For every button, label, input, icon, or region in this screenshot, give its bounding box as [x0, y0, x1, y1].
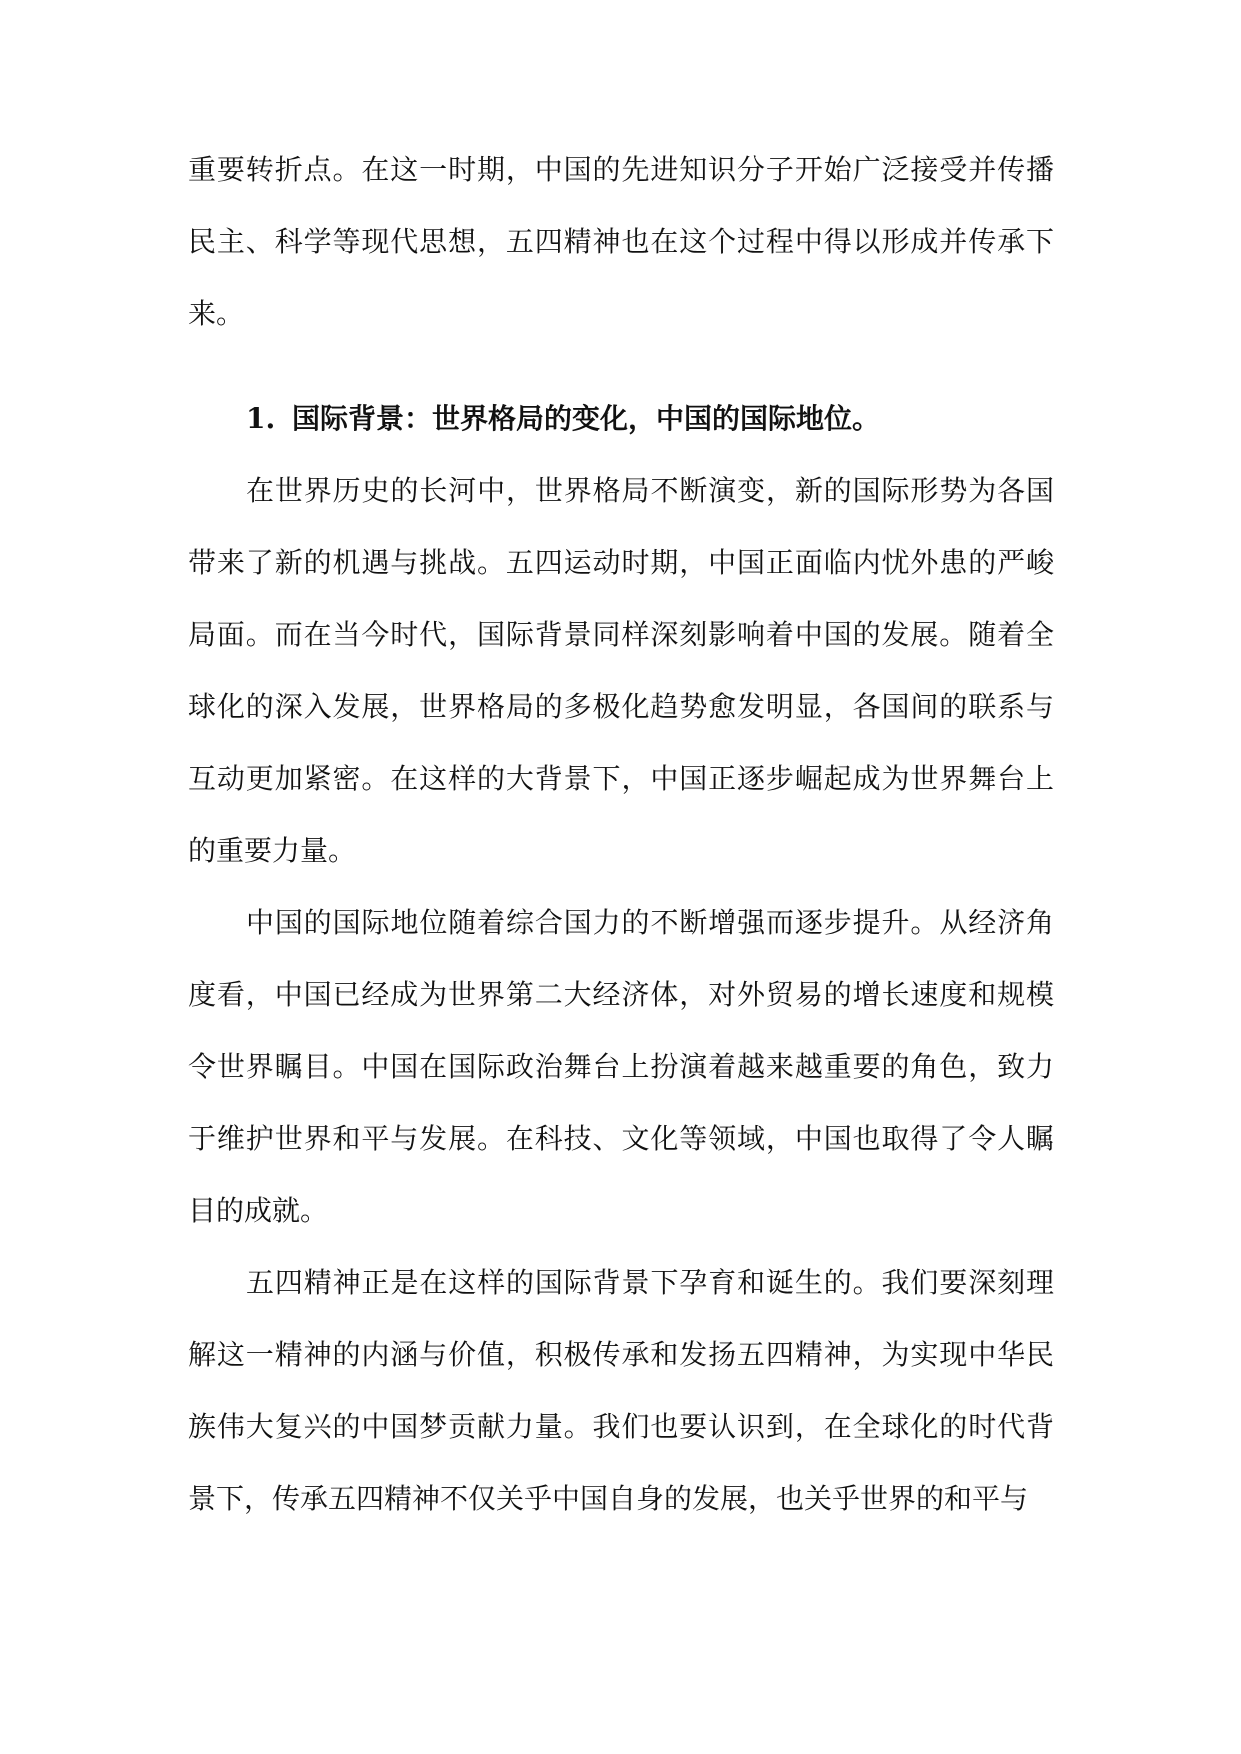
paragraph-continuation: 重要转折点。在这一时期，中国的先进知识分子开始广泛接受并传播民主、科学等现代思想，五四精神也在这个过程中得以形成并传承下来。	[188, 153, 1054, 330]
paragraph-china-status: 中国的国际地位随着综合国力的不断增强而逐步提升。从经济角度看，中国已经成为世界第二大经济体，对外贸易的增长速度和规模令世界瞩目。中国在国际政治舞台上扮演着越来越重要的角色，致力于维护世界和平与发展。在科技、文化等领域，中国也取得了令人瞩目的成就。	[188, 906, 1054, 1227]
section-heading	[188, 383, 1054, 455]
section-heading-text: 国际背景：世界格局的变化，中国的国际地位。	[292, 402, 881, 435]
paragraph-international-context: 在世界历史的长河中，世界格局不断演变，新的国际形势为各国带来了新的机遇与挑战。五四运动时期，中国正面临内忧外患的严峻局面。而在当今时代，国际背景同样深刻影响着中国的发展。随着全球化的深入发展，世界格局的多极化趋势愈发明显，各国间的联系与互动更加紧密。在这样的大背景下，中国正逐步崛起成为世界舞台上的重要力量。	[188, 474, 1054, 867]
section-heading-number: 1.	[246, 402, 276, 435]
paragraph-may-fourth-spirit: 五四精神正是在这样的国际背景下孕育和诞生的。我们要深刻理解这一精神的内涵与价值，积极传承和发扬五四精神，为实现中华民族伟大复兴的中国梦贡献力量。我们也要认识到，在全球化的时代背景下，传承五四精神不仅关乎中国自身的发展，也关乎世界的和平与	[188, 1266, 1054, 1515]
document-page	[188, 134, 1054, 1535]
